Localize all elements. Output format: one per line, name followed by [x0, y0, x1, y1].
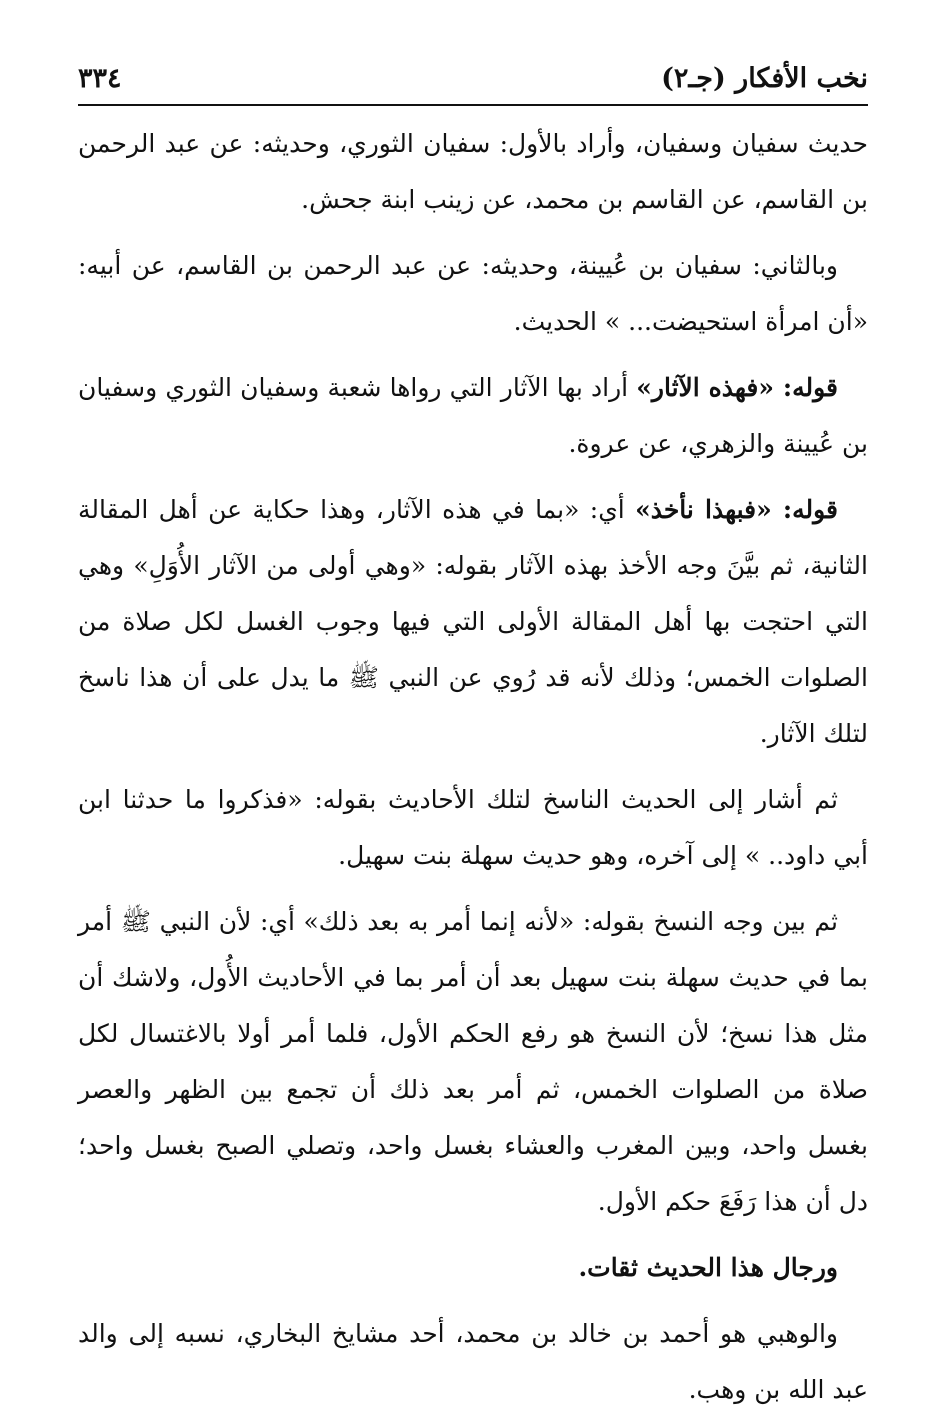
- paragraph-text: ثم أشار إلى الحديث الناسخ لتلك الأحاديث بقوله: «فذكروا ما حدثنا ابن أبي داود.. » إلى آخره، وهو حديث سهلة بنت سهيل.: [78, 785, 868, 870]
- paragraph-4: [78, 482, 868, 762]
- page-header: [78, 58, 868, 98]
- paragraph-lead: قوله: «فهذه الآثار»: [636, 373, 838, 402]
- paragraph-text: وبالثاني: سفيان بن عُيينة، وحديثه: عن عبد الرحمن بن القاسم، عن أبيه: «أن امرأة استحيضت... » الحديث.: [78, 251, 868, 336]
- section-heading: ورجال هذا الحديث ثقات.: [578, 1253, 838, 1282]
- paragraph-6: [78, 894, 868, 1230]
- paragraph-2: [78, 238, 868, 350]
- header-divider: [78, 104, 868, 106]
- paragraph-text: أي: «بما في هذه الآثار، وهذا حكاية عن أهل المقالة الثانية، ثم بيَّنَ وجه الأخذ بهذه الآثار بقوله: «وهي أولى من الآثار الأُوَلِ» وهي التي احتجت بها أهل المقالة الأولى التي فيها وجوب الغسل لكل صلاة من الصلوات الخمس؛ وذلك لأنه قد رُوي عن النبي ﷺ ما يدل على أن هذا ناسخ لتلك الآثار.: [78, 495, 868, 748]
- paragraph-text: حديث سفيان وسفيان، وأراد بالأول: سفيان الثوري، وحديثه: عن عبد الرحمن بن القاسم، عن القاسم بن محمد، عن زينب ابنة جحش.: [78, 129, 868, 214]
- paragraph-text: أراد بها الآثار التي رواها شعبة وسفيان الثوري وسفيان بن عُيينة والزهري، عن عروة.: [78, 373, 868, 458]
- paragraph-text: ثم بين وجه النسخ بقوله: «لأنه إنما أمر به بعد ذلك» أي: لأن النبي ﷺ أمر بما في حديث سهلة بنت سهيل بعد أن أمر بما في الأحاديث الأُول، ولاشك أن مثل هذا نسخ؛ لأن النسخ هو رفع الحكم الأول، فلما أمر أولا بالاغتسال لكل صلاة من الصلوات الخمس، ثم أمر بعد ذلك أن تجمع بين الظهر والعصر بغسل واحد، وبين المغرب والعشاء بغسل واحد، وتصلي الصبح بغسل واحد؛ دل أن هذا رَفَعَ حكم الأول.: [78, 907, 868, 1216]
- paragraph-3: [78, 360, 868, 472]
- paragraph-7: [78, 1240, 868, 1296]
- paragraph-1: [78, 116, 868, 228]
- paragraph-8: [78, 1306, 868, 1418]
- paragraph-5: [78, 772, 868, 884]
- book-title: نخب الأفكار (جـ٢): [661, 62, 868, 94]
- paragraph-text: والوهبي هو أحمد بن خالد بن محمد، أحد مشايخ البخاري، نسبه إلى والد عبد الله بن وهب.: [78, 1319, 868, 1404]
- page-body: [78, 116, 868, 1428]
- paragraph-lead: قوله: «فبهذا نأخذ»: [635, 495, 838, 524]
- page-number: ٣٣٤: [78, 62, 122, 94]
